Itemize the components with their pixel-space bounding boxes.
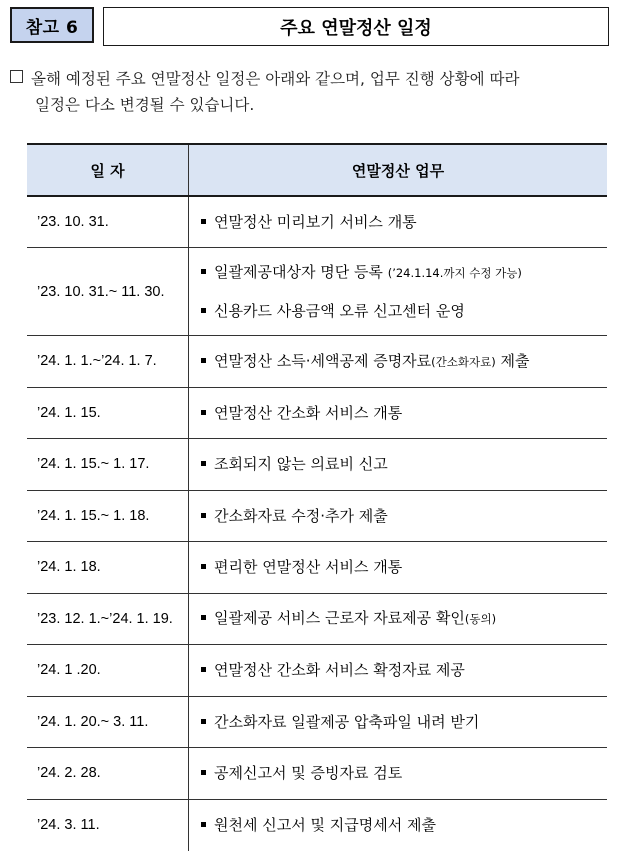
table-row — [27, 542, 607, 594]
schedule-date: ’24. 3. 11. — [27, 799, 189, 851]
schedule-tasks — [189, 196, 608, 248]
page-title: 주요 연말정산 일정 — [103, 7, 609, 46]
schedule-tasks — [189, 490, 608, 542]
schedule-tasks — [189, 387, 608, 439]
intro-line-1 — [10, 66, 610, 92]
table-row — [27, 593, 607, 645]
schedule-tasks — [189, 799, 608, 851]
checkbox-square-icon — [10, 70, 23, 83]
bullet-square-icon — [201, 719, 206, 724]
task-item — [201, 292, 606, 330]
schedule-date: ’24. 1. 15.~ 1. 17. — [27, 439, 189, 491]
task-column-header: 연말정산 업무 — [189, 144, 608, 196]
schedule-tasks — [189, 696, 608, 748]
schedule-tasks — [189, 336, 608, 388]
schedule-tasks — [189, 248, 608, 336]
task-item — [201, 203, 606, 241]
task-text: 공제신고서 및 증빙자료 검토 — [214, 764, 403, 783]
table-header-row — [27, 144, 607, 196]
table-row — [27, 439, 607, 491]
task-text: 연말정산 미리보기 서비스 개통 — [214, 213, 417, 231]
date-column-header: 일 자 — [27, 144, 189, 196]
bullet-square-icon — [201, 219, 206, 224]
task-item — [201, 599, 606, 638]
intro-line-2 — [10, 92, 610, 118]
table-row — [27, 196, 607, 248]
bullet-square-icon — [201, 667, 206, 672]
bullet-square-icon — [201, 461, 206, 466]
bullet-square-icon — [201, 564, 206, 569]
reference-tag: 참고 6 — [10, 7, 94, 43]
bullet-square-icon — [201, 308, 206, 313]
task-item — [201, 394, 606, 432]
table-row — [27, 387, 607, 439]
task-item — [201, 703, 606, 741]
bullet-square-icon — [201, 513, 206, 518]
schedule-date: ’24. 1. 15.~ 1. 18. — [27, 490, 189, 542]
task-note: (’24.1.14.까지 수정 가능) — [387, 266, 522, 280]
task-text: 일괄제공 서비스 근로자 자료제공 확인 — [214, 609, 465, 628]
task-text: 원천세 신고서 및 지급명세서 제출 — [214, 816, 436, 834]
schedule-table — [27, 143, 607, 851]
bullet-square-icon — [201, 410, 206, 415]
task-note: (동의) — [464, 612, 497, 627]
schedule-date: ’23. 12. 1.~’24. 1. 19. — [27, 593, 189, 645]
task-text: 편리한 연말정산 서비스 개통 — [214, 558, 403, 577]
table-row — [27, 645, 607, 697]
bullet-square-icon — [201, 615, 206, 620]
schedule-date: ’24. 2. 28. — [27, 748, 189, 800]
table-row — [27, 336, 607, 388]
task-item — [201, 651, 606, 689]
schedule-date: ’24. 1. 15. — [27, 387, 189, 439]
task-text: 연말정산 소득·세액공제 증명자료 — [214, 351, 432, 370]
task-item — [201, 342, 606, 381]
bullet-square-icon — [201, 269, 206, 274]
task-note: (간소화자료) — [431, 354, 496, 369]
task-item — [201, 548, 606, 586]
schedule-date: ’23. 10. 31. — [27, 196, 189, 248]
task-text: 신용카드 사용금액 오류 신고센터 운영 — [214, 302, 465, 320]
intro-text-1: 올해 예정된 주요 연말정산 일정은 아래와 같으며, 업무 진행 상황에 따라 — [31, 70, 520, 88]
schedule-date: ’24. 1 .20. — [27, 645, 189, 697]
schedule-date: ’24. 1. 20.~ 3. 11. — [27, 696, 189, 748]
table-row — [27, 696, 607, 748]
schedule-tasks — [189, 748, 608, 800]
task-text: 간소화자료 일괄제공 압축파일 내려 받기 — [214, 712, 480, 731]
schedule-tasks — [189, 439, 608, 491]
table-row — [27, 748, 607, 800]
task-item — [201, 806, 606, 844]
schedule-date: ’24. 1. 18. — [27, 542, 189, 594]
bullet-square-icon — [201, 822, 206, 827]
schedule-tasks — [189, 593, 608, 645]
table-row — [27, 799, 607, 851]
task-item — [201, 445, 606, 483]
schedule-tasks — [189, 645, 608, 697]
task-text: 일괄제공대상자 명단 등록 — [214, 263, 388, 281]
task-text: 조회되지 않는 의료비 신고 — [214, 455, 388, 474]
task-text: 연말정산 간소화 서비스 확정자료 제공 — [214, 661, 465, 680]
schedule-tasks — [189, 542, 608, 594]
bullet-square-icon — [201, 358, 206, 363]
intro-paragraph — [10, 66, 610, 118]
schedule-date: ’24. 1. 1.~’24. 1. 7. — [27, 336, 189, 388]
schedule-date: ’23. 10. 31.~ 11. 30. — [27, 248, 189, 336]
intro-text-2: 일정은 다소 변경될 수 있습니다. — [35, 96, 255, 114]
table-row — [27, 490, 607, 542]
task-item — [201, 497, 606, 535]
task-text: 연말정산 간소화 서비스 개통 — [214, 403, 403, 422]
table-row — [27, 248, 607, 336]
task-text-suffix: 제출 — [495, 351, 530, 370]
bullet-square-icon — [201, 770, 206, 775]
task-item — [201, 253, 606, 292]
task-item — [201, 754, 606, 792]
table-body — [27, 196, 607, 851]
task-text: 간소화자료 수정·추가 제출 — [214, 506, 388, 525]
